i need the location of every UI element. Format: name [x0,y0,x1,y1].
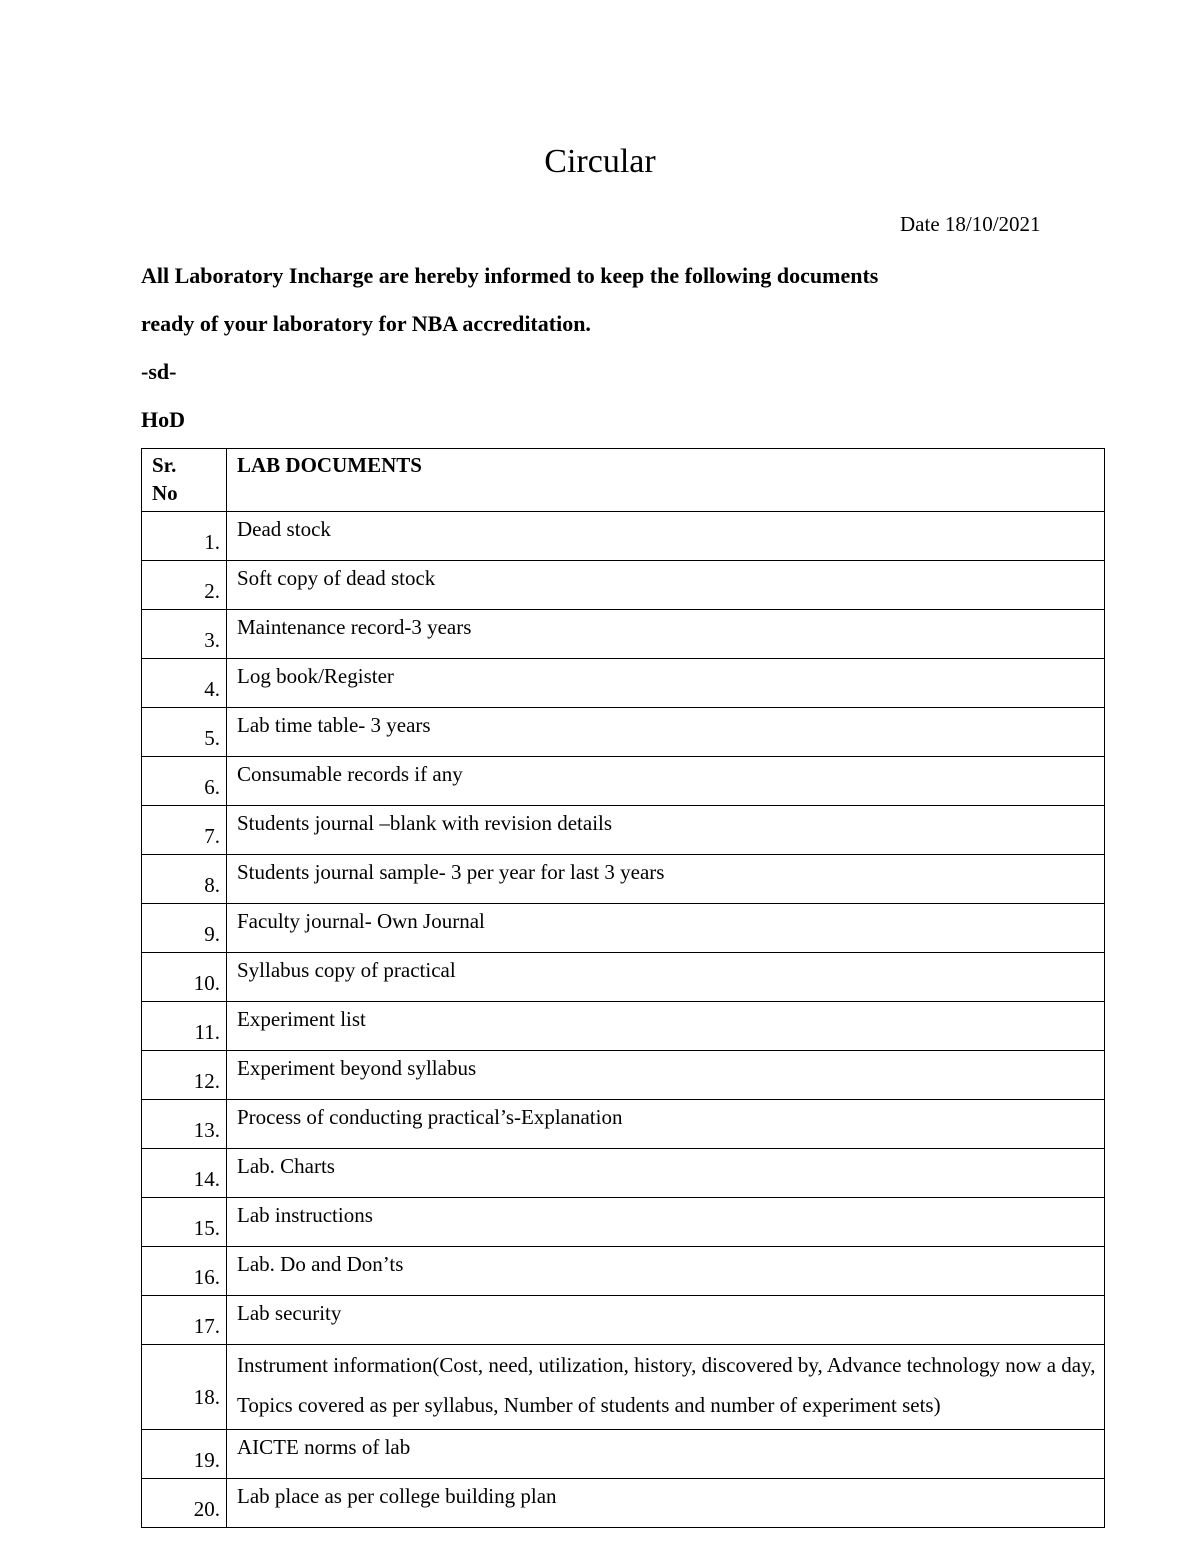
table-row [142,904,1105,953]
signature-mark: -sd- [141,359,177,384]
table-row [142,610,1105,659]
table-row [142,512,1105,561]
notice-line-2: ready of your laboratory for NBA accreditation. [141,311,591,336]
row-number: 6. [142,757,227,806]
table-row [142,1198,1105,1247]
row-document: Dead stock [227,512,1105,561]
table-row [142,1247,1105,1296]
row-document: Lab instructions [227,1198,1105,1247]
row-document: Lab place as per college building plan [227,1479,1105,1528]
table-row [142,1002,1105,1051]
row-number: 13. [142,1100,227,1149]
row-document: Process of conducting practical’s-Explanation [227,1100,1105,1149]
row-document: Lab time table- 3 years [227,708,1105,757]
table-row [142,757,1105,806]
row-number: 19. [142,1430,227,1479]
row-number: 7. [142,806,227,855]
notice-line-1: All Laboratory Incharge are hereby informed to keep the following documents [141,263,879,288]
row-document: Syllabus copy of practical [227,953,1105,1002]
row-number: 10. [142,953,227,1002]
row-document: Faculty journal- Own Journal [227,904,1105,953]
row-document: Experiment list [227,1002,1105,1051]
row-number: 1. [142,512,227,561]
row-document: Experiment beyond syllabus [227,1051,1105,1100]
table-row [142,855,1105,904]
table-row [142,1430,1105,1479]
row-number: 2. [142,561,227,610]
table-row [142,953,1105,1002]
lab-documents-table [141,448,1105,1528]
row-number: 20. [142,1479,227,1528]
row-number: 14. [142,1149,227,1198]
row-document: Lab security [227,1296,1105,1345]
row-document: Students journal –blank with revision details [227,806,1105,855]
row-number: 8. [142,855,227,904]
row-number: 3. [142,610,227,659]
header-lab-documents: LAB DOCUMENTS [227,449,1105,512]
signatory: HoD [141,407,185,432]
header-serial-line-1: Sr. [152,453,177,477]
table-row [142,561,1105,610]
table-row [142,1296,1105,1345]
table-row [142,659,1105,708]
row-document: Maintenance record-3 years [227,610,1105,659]
row-document: Soft copy of dead stock [227,561,1105,610]
circular-title: Circular [544,143,656,180]
table-row [142,806,1105,855]
row-number: 4. [142,659,227,708]
row-document: AICTE norms of lab [227,1430,1105,1479]
row-number: 11. [142,1002,227,1051]
row-number: 5. [142,708,227,757]
row-number: 12. [142,1051,227,1100]
table-header-row [142,449,1105,512]
row-number: 16. [142,1247,227,1296]
row-number: 17. [142,1296,227,1345]
table-row [142,1100,1105,1149]
table-row [142,708,1105,757]
row-document: Instrument information(Cost, need, utilization, history, discovered by, Advance technology now a day, Topics covered as per syllabus, Number of students and number of experiment sets) [227,1345,1105,1430]
row-document: Consumable records if any [227,757,1105,806]
row-number: 18. [142,1345,227,1430]
row-document: Lab. Do and Don’ts [227,1247,1105,1296]
table-row [142,1479,1105,1528]
table-row [142,1149,1105,1198]
header-serial-number [142,449,227,512]
row-document: Students journal sample- 3 per year for last 3 years [227,855,1105,904]
table-row [142,1345,1105,1430]
row-document: Lab. Charts [227,1149,1105,1198]
row-number: 15. [142,1198,227,1247]
row-number: 9. [142,904,227,953]
table-row [142,1051,1105,1100]
header-serial-line-2: No [152,481,178,505]
circular-date: Date 18/10/2021 [900,212,1041,236]
row-document: Log book/Register [227,659,1105,708]
